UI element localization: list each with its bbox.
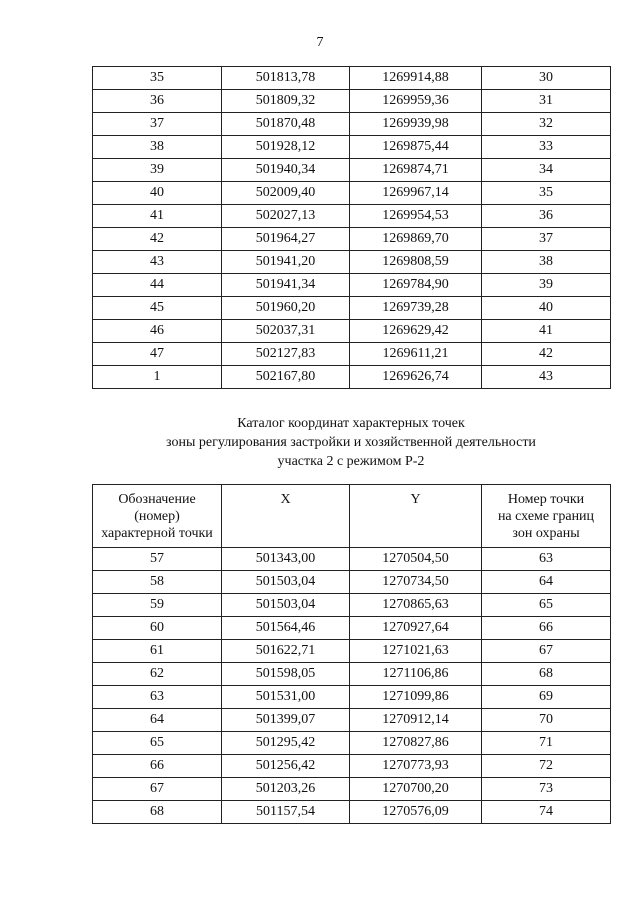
- scheme-point-cell: 64: [482, 571, 611, 594]
- scheme-point-cell: 65: [482, 594, 611, 617]
- scheme-point-cell: 73: [482, 778, 611, 801]
- header-x: X: [222, 485, 350, 548]
- x-coordinate-cell: 501622,71: [222, 640, 350, 663]
- x-coordinate-cell: 501941,34: [222, 274, 350, 297]
- y-coordinate-cell: 1270576,09: [350, 801, 482, 824]
- table2-header-row: [93, 485, 611, 548]
- table-row: [93, 640, 611, 663]
- point-number-cell: 47: [93, 343, 222, 366]
- y-coordinate-cell: 1270734,50: [350, 571, 482, 594]
- point-number-cell: 1: [93, 366, 222, 389]
- table-row: [93, 228, 611, 251]
- y-coordinate-cell: 1270700,20: [350, 778, 482, 801]
- x-coordinate-cell: 501598,05: [222, 663, 350, 686]
- y-coordinate-cell: 1271021,63: [350, 640, 482, 663]
- y-coordinate-cell: 1269626,74: [350, 366, 482, 389]
- scheme-point-cell: 70: [482, 709, 611, 732]
- y-coordinate-cell: 1269874,71: [350, 159, 482, 182]
- point-number-cell: 63: [93, 686, 222, 709]
- table-row: [93, 778, 611, 801]
- x-coordinate-cell: 501531,00: [222, 686, 350, 709]
- table2-body: [93, 548, 611, 824]
- scheme-point-cell: 67: [482, 640, 611, 663]
- x-coordinate-cell: 501941,20: [222, 251, 350, 274]
- scheme-point-cell: 72: [482, 755, 611, 778]
- header-col1-line-3: характерной точки: [101, 525, 213, 541]
- point-number-cell: 42: [93, 228, 222, 251]
- point-number-cell: 65: [93, 732, 222, 755]
- y-coordinate-cell: 1270504,50: [350, 548, 482, 571]
- header-col1-line-2: (номер): [134, 508, 180, 524]
- scheme-point-cell: 32: [482, 113, 611, 136]
- scheme-point-cell: 30: [482, 67, 611, 90]
- table-row: [93, 571, 611, 594]
- coordinates-table-continued: [92, 66, 611, 389]
- y-coordinate-cell: 1270865,63: [350, 594, 482, 617]
- point-number-cell: 59: [93, 594, 222, 617]
- table-row: [93, 594, 611, 617]
- y-coordinate-cell: 1269808,59: [350, 251, 482, 274]
- x-coordinate-cell: 501564,46: [222, 617, 350, 640]
- point-number-cell: 58: [93, 571, 222, 594]
- x-coordinate-cell: 501964,27: [222, 228, 350, 251]
- point-number-cell: 38: [93, 136, 222, 159]
- table-row: [93, 686, 611, 709]
- x-coordinate-cell: 502037,31: [222, 320, 350, 343]
- point-number-cell: 36: [93, 90, 222, 113]
- table-row: [93, 159, 611, 182]
- scheme-point-cell: 36: [482, 205, 611, 228]
- scheme-point-cell: 69: [482, 686, 611, 709]
- y-coordinate-cell: 1270827,86: [350, 732, 482, 755]
- x-coordinate-cell: 501295,42: [222, 732, 350, 755]
- point-number-cell: 37: [93, 113, 222, 136]
- point-number-cell: 43: [93, 251, 222, 274]
- x-coordinate-cell: 501399,07: [222, 709, 350, 732]
- x-coordinate-cell: 502127,83: [222, 343, 350, 366]
- x-coordinate-cell: 502027,13: [222, 205, 350, 228]
- x-coordinate-cell: 502009,40: [222, 182, 350, 205]
- y-coordinate-cell: 1269959,36: [350, 90, 482, 113]
- scheme-point-cell: 63: [482, 548, 611, 571]
- x-coordinate-cell: 501343,00: [222, 548, 350, 571]
- point-number-cell: 68: [93, 801, 222, 824]
- table-row: [93, 136, 611, 159]
- table-row: [93, 297, 611, 320]
- header-point-designation: [93, 485, 222, 548]
- table-row: [93, 113, 611, 136]
- point-number-cell: 45: [93, 297, 222, 320]
- table-row: [93, 182, 611, 205]
- point-number-cell: 62: [93, 663, 222, 686]
- table-row: [93, 205, 611, 228]
- y-coordinate-cell: 1269629,42: [350, 320, 482, 343]
- y-coordinate-cell: 1269739,28: [350, 297, 482, 320]
- scheme-point-cell: 39: [482, 274, 611, 297]
- y-coordinate-cell: 1270912,14: [350, 709, 482, 732]
- y-coordinate-cell: 1270773,93: [350, 755, 482, 778]
- table1-body: [93, 67, 611, 389]
- caption-line-1: Каталог координат характерных точек: [237, 416, 465, 431]
- point-number-cell: 57: [93, 548, 222, 571]
- caption-line-3: участка 2 с режимом Р-2: [277, 454, 425, 469]
- point-number-cell: 44: [93, 274, 222, 297]
- table-row: [93, 274, 611, 297]
- y-coordinate-cell: 1269967,14: [350, 182, 482, 205]
- table-row: [93, 617, 611, 640]
- header-col4-line-2: на схеме границ: [497, 508, 595, 524]
- x-coordinate-cell: 501928,12: [222, 136, 350, 159]
- table-row: [93, 801, 611, 824]
- scheme-point-cell: 34: [482, 159, 611, 182]
- table-row: [93, 67, 611, 90]
- scheme-point-cell: 37: [482, 228, 611, 251]
- coordinates-table-zone-r2: [92, 484, 611, 824]
- x-coordinate-cell: 501503,04: [222, 571, 350, 594]
- table2-caption: [92, 414, 610, 471]
- scheme-point-cell: 74: [482, 801, 611, 824]
- point-number-cell: 61: [93, 640, 222, 663]
- x-coordinate-cell: 501256,42: [222, 755, 350, 778]
- y-coordinate-cell: 1269869,70: [350, 228, 482, 251]
- table-row: [93, 663, 611, 686]
- y-coordinate-cell: 1269611,21: [350, 343, 482, 366]
- y-coordinate-cell: 1269784,90: [350, 274, 482, 297]
- x-coordinate-cell: 501809,32: [222, 90, 350, 113]
- scheme-point-cell: 35: [482, 182, 611, 205]
- x-coordinate-cell: 502167,80: [222, 366, 350, 389]
- scheme-point-cell: 31: [482, 90, 611, 113]
- point-number-cell: 66: [93, 755, 222, 778]
- point-number-cell: 40: [93, 182, 222, 205]
- header-scheme-point-number: [482, 485, 611, 548]
- scheme-point-cell: 41: [482, 320, 611, 343]
- table-row: [93, 366, 611, 389]
- point-number-cell: 67: [93, 778, 222, 801]
- point-number-cell: 46: [93, 320, 222, 343]
- x-coordinate-cell: 501157,54: [222, 801, 350, 824]
- point-number-cell: 35: [93, 67, 222, 90]
- header-col1-line-1: Обозначение: [118, 491, 196, 507]
- caption-line-2: зоны регулирования застройки и хозяйственной деятельности: [166, 435, 536, 450]
- x-coordinate-cell: 501813,78: [222, 67, 350, 90]
- point-number-cell: 60: [93, 617, 222, 640]
- point-number-cell: 41: [93, 205, 222, 228]
- scheme-point-cell: 71: [482, 732, 611, 755]
- table-row: [93, 251, 611, 274]
- header-col4-line-3: зон охраны: [512, 525, 580, 541]
- header-y: Y: [350, 485, 482, 548]
- table-row: [93, 320, 611, 343]
- x-coordinate-cell: 501203,26: [222, 778, 350, 801]
- point-number-cell: 64: [93, 709, 222, 732]
- y-coordinate-cell: 1269914,88: [350, 67, 482, 90]
- scheme-point-cell: 38: [482, 251, 611, 274]
- scheme-point-cell: 42: [482, 343, 611, 366]
- scheme-point-cell: 68: [482, 663, 611, 686]
- page-number: 7: [316, 35, 324, 50]
- x-coordinate-cell: 501870,48: [222, 113, 350, 136]
- table-row: [93, 732, 611, 755]
- y-coordinate-cell: 1269954,53: [350, 205, 482, 228]
- table-row: [93, 343, 611, 366]
- scheme-point-cell: 33: [482, 136, 611, 159]
- x-coordinate-cell: 501960,20: [222, 297, 350, 320]
- y-coordinate-cell: 1270927,64: [350, 617, 482, 640]
- y-coordinate-cell: 1271099,86: [350, 686, 482, 709]
- x-coordinate-cell: 501503,04: [222, 594, 350, 617]
- y-coordinate-cell: 1269939,98: [350, 113, 482, 136]
- table-row: [93, 548, 611, 571]
- header-col4-line-1: Номер точки: [507, 491, 585, 507]
- x-coordinate-cell: 501940,34: [222, 159, 350, 182]
- table-row: [93, 755, 611, 778]
- table-row: [93, 90, 611, 113]
- y-coordinate-cell: 1271106,86: [350, 663, 482, 686]
- y-coordinate-cell: 1269875,44: [350, 136, 482, 159]
- table-row: [93, 709, 611, 732]
- point-number-cell: 39: [93, 159, 222, 182]
- scheme-point-cell: 43: [482, 366, 611, 389]
- scheme-point-cell: 66: [482, 617, 611, 640]
- scheme-point-cell: 40: [482, 297, 611, 320]
